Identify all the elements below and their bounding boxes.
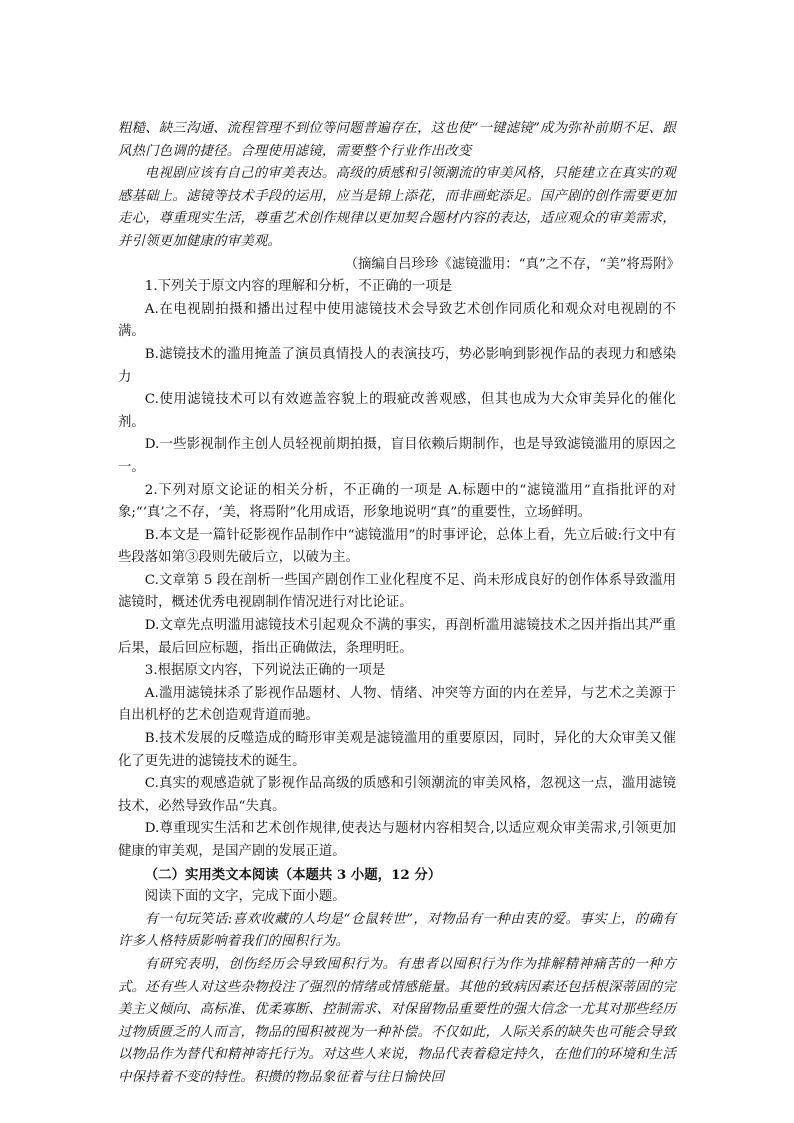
section-heading: （二）实用类文本阅读（本题共 3 小题，12 分） — [144, 866, 442, 883]
question-3: 3.根据原文内容，下列说法正确的一项是 — [144, 663, 386, 679]
question-1: 1.下列关于原文内容的理解和分析，不正确的一项是 — [144, 279, 453, 295]
question-3-option-d: D.尊重现实生活和艺术创作规律,使表达与题材内容相契合,以适应观众审美需求,引领更加健康的审美观，是国产剧的发展正道。 — [118, 821, 676, 859]
intro-tail-paragraph: 粗糙、缺三沟通、流程管理不到位等问题普遍存在，这也使“一键滤镜”成为弥补前期不足、跟风热门色调的捷径。合理使用滤镜，需要整个行业作出改变 — [118, 121, 676, 159]
question-3-option-b: B.技术发展的反噬造成的畸形审美观是滤镜滥用的重要原因，同时，异化的大众审美又催化了更先进的滤镜技术的诞生。 — [118, 731, 676, 769]
question-3-option-a: A.滥用滤镜抹杀了影视作品题材、人物、情绪、冲突等方面的内在差异，与艺术之美源于自出机杼的艺术创造观背道而驰。 — [118, 685, 676, 724]
reading-instruction: 阅读下面的文字，完成下面小题。 — [144, 889, 346, 905]
question-1-option-d: D.一些影视制作主创人员轻视前期拍摄，盲目依赖后期制作，也是导致滤镜滥用的原因之一。 — [118, 437, 676, 475]
reading-paragraph-1: 有一句玩笑话:喜欢收藏的人均是“仓鼠转世”，对物品有一种由衷的爱。事实上，的确有许多人格特质影响着我们的囤积行为。 — [118, 911, 676, 950]
question-2: 2.下列对原文论证的相关分析，不正确的一项是 A.标题中的“滤镜滥用”直指批评的对象;“‘真’之不存，‘美，将焉附”化用成语，形象地说明“真”的重要性，立场鲜明。 — [118, 482, 676, 521]
question-1-option-c: C.使用滤镜技术可以有效遮盖容貌上的瑕疵改善观感，但其也成为大众审美异化的催化剂。 — [118, 392, 676, 430]
document-page — [118, 118, 680, 1090]
question-3-option-c: C.真实的观感造就了影视作品高级的质感和引领潮流的审美风格，忽视这一点，滥用滤镜技术，必然导致作品“失真。 — [118, 776, 676, 814]
question-2-option-c: C.文章第 5 段在剖析一些国产剧创作工业化程度不足、尚未形成良好的创作体系导致滥用滤镜时，概述优秀电视剧制作情况进行对比论证。 — [118, 572, 676, 611]
reading-paragraph-2: 有研究表明，创伤经历会导致囤积行为。有患者以囤积行为作为排解精神痛苦的一种方式。还有些人对这些杂物投注了强烈的情绪或情感能量。其他的致病因素还包括根深蒂固的完美主义倾向、高标准、优柔寡断、控制需求、对保留物品重要性的强大信念一尤其对那些经历过物质匮乏的人而言，物品的囤积被视为一种补偿。不仅如此，人际关系的缺失也可能会导致以物品作为替代和精神寄托行为。对这些人来说，物品代表着稳定持久，在他们的环境和生活中保持着不变的特性。积攒的物品象征着与往日愉快回 — [118, 956, 676, 1085]
question-1-option-b: B.滤镜技术的滥用掩盖了演员真情投人的表演技巧，势必影响到影视作品的表现力和感染力 — [118, 346, 676, 385]
source-citation: （摘编自吕珍珍《滤镜滥用：“真”之不存，“美”将焉附》 — [344, 256, 680, 272]
question-2-option-d: D.文章先点明滥用滤镜技术引起观众不满的事实，再剖析滥用滤镜技术之因并指出其严重后果，最后回应标题，指出正确做法，条理明旺。 — [118, 618, 676, 656]
question-1-option-a: A.在电视剧拍摄和播出过程中使用滤镜技术会导致艺术创作同质化和观众对电视剧的不满。 — [118, 301, 676, 340]
question-2-option-b: B.本文是一篇针砭影视作品制作中“滤镜滥用”的时事评论，总体上看，先立后破:行文中有些段落如第③段则先破后立，以破为主。 — [118, 527, 676, 566]
conclusion-paragraph: 电视剧应该有自己的审美表达。高级的质感和引领潮流的审美风格，只能建立在真实的观感基础上。滤镜等技术手段的运用，应当是锦上添花，而非画蛇添足。国产剧的创作需要更加走心，尊重现实生活，尊重艺术创作规律以更加契合题材内容的表达，适应观众的审美需求，并引领更加健康的审美观。 — [118, 166, 676, 249]
